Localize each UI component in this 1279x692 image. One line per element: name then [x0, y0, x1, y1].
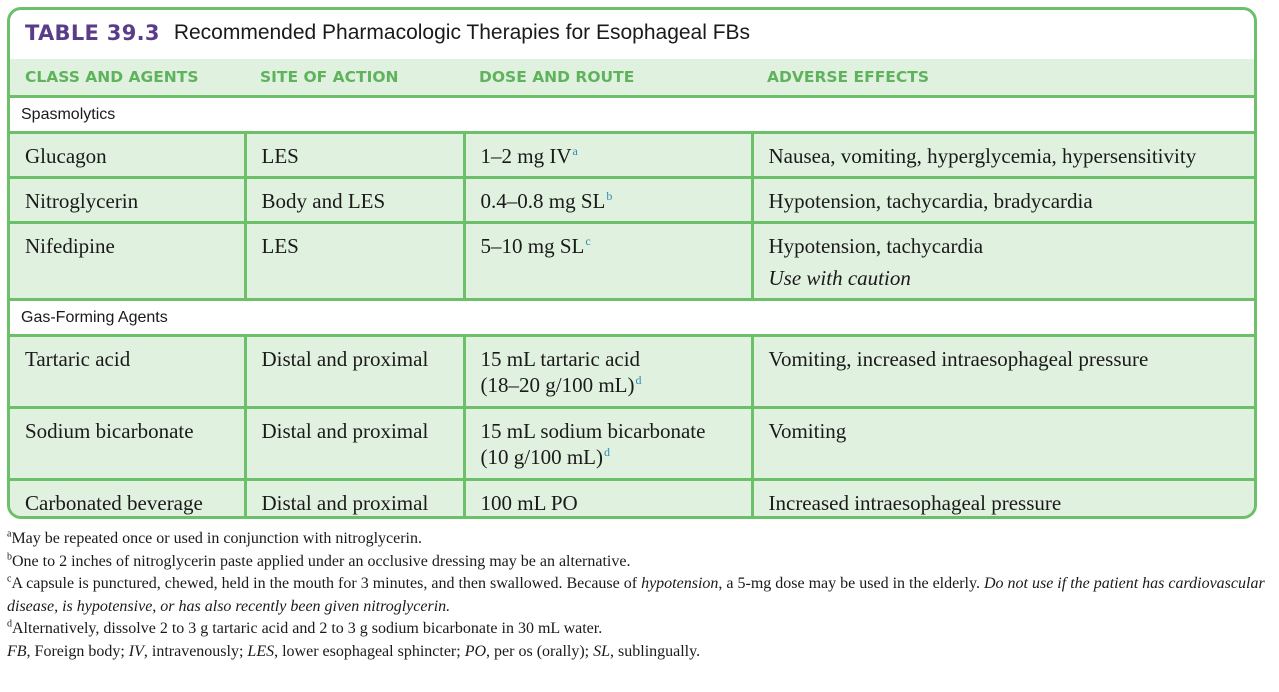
abbrev-def: , lower esophageal sphincter; — [274, 642, 465, 660]
table-row — [10, 408, 1254, 480]
abbrev-term: FB — [7, 642, 27, 660]
agent-cell: Nitroglycerin — [10, 178, 245, 223]
footnote-ref: a — [572, 144, 578, 158]
section-row-spasmolytics — [10, 97, 1254, 133]
abbrev-term: PO — [464, 642, 487, 660]
dose-cell — [464, 223, 752, 300]
dose-cell — [464, 480, 752, 520]
effects-cell: Vomiting, increased intraesophageal pressure — [752, 336, 1254, 408]
agent-cell: Sodium bicarbonate — [10, 408, 245, 480]
footnotes — [7, 528, 1269, 663]
dose-line: (18–20 g/100 mL) — [480, 373, 635, 397]
footnote-ref: b — [606, 189, 613, 203]
table-row — [10, 223, 1254, 300]
abbrev-def: , intravenously; — [143, 642, 248, 660]
site-cell: Distal and proximal — [245, 408, 464, 480]
section-label: Gas-Forming Agents — [10, 300, 1254, 336]
caution-note: Use with caution — [768, 266, 911, 290]
effects-cell: Hypotension, tachycardia, bradycardia — [752, 178, 1254, 223]
dose-line: 15 mL tartaric acid — [480, 347, 641, 371]
site-cell: LES — [245, 223, 464, 300]
dose-cell — [464, 408, 752, 480]
effects-cell: Vomiting — [752, 408, 1254, 480]
dose-line: 15 mL sodium bicarbonate — [480, 419, 706, 443]
abbrev-term: SL — [593, 642, 611, 660]
footnote-text: A capsule is punctured, chewed, held in the mouth for 3 minutes, and then swallowed. Because of — [11, 575, 642, 592]
header-dose-route: DOSE AND ROUTE — [464, 58, 752, 97]
agent-cell: Tartaric acid — [10, 336, 245, 408]
dose-line: 5–10 mg SL — [480, 234, 585, 258]
abbrev-def: , sublingually. — [610, 642, 701, 660]
section-label: Spasmolytics — [10, 97, 1254, 133]
footnote-a — [7, 528, 1269, 551]
footnote-text: May be repeated once or used in conjunction with nitroglycerin. — [11, 530, 422, 547]
effects-cell — [752, 223, 1254, 300]
agent-cell: Glucagon — [10, 133, 245, 178]
section-row-gas-forming — [10, 300, 1254, 336]
site-cell: Distal and proximal — [245, 336, 464, 408]
header-site-of-action: SITE OF ACTION — [245, 58, 464, 97]
dose-line: (10 g/100 mL) — [480, 445, 603, 469]
dose-cell — [464, 178, 752, 223]
footnote-b — [7, 551, 1269, 574]
footnote-mark: c — [7, 573, 12, 585]
footnote-ref: c — [585, 234, 591, 248]
table-title: Recommended Pharmacologic Therapies for Esophageal FBs — [173, 21, 751, 44]
footnote-emphasis: hypotension — [641, 575, 719, 592]
header-adverse-effects: ADVERSE EFFECTS — [752, 58, 1254, 97]
abbrev-term: LES — [247, 642, 275, 660]
footnote-text: , a 5-mg dose may be used in the elderly. — [718, 575, 984, 592]
agent-cell: Nifedipine — [10, 223, 245, 300]
abbreviations — [7, 641, 1269, 664]
table-row — [10, 178, 1254, 223]
site-cell: Body and LES — [245, 178, 464, 223]
therapy-table — [10, 56, 1254, 519]
footnote-ref: d — [603, 445, 610, 459]
effects-cell: Nausea, vomiting, hyperglycemia, hypersensitivity — [752, 133, 1254, 178]
site-cell: Distal and proximal — [245, 480, 464, 520]
footnote-text: Alternatively, dissolve 2 to 3 g tartaric acid and 2 to 3 g sodium bicarbonate in 30 mL water. — [12, 620, 603, 637]
footnote-warning: Do not use if the patient has cardiovascular disease, is hypotensive, or has also recently been given nitroglycerin. — [7, 575, 1265, 615]
abbrev-term: IV — [128, 642, 144, 660]
table-row — [10, 336, 1254, 408]
footnote-text: One to 2 inches of nitroglycerin paste applied under an occlusive dressing may be an alternative. — [12, 552, 631, 570]
footnote-d — [7, 618, 1269, 641]
table-frame — [7, 7, 1257, 519]
footnote-c — [7, 573, 1269, 618]
footnote-mark: b — [7, 551, 12, 563]
table-row — [10, 133, 1254, 178]
table-title-bar — [10, 10, 1254, 56]
abbrev-def: , Foreign body; — [26, 642, 129, 660]
site-cell: LES — [245, 133, 464, 178]
header-class-agents: CLASS AND AGENTS — [10, 58, 245, 97]
table-row — [10, 480, 1254, 520]
footnote-mark: d — [7, 618, 12, 630]
dose-cell — [464, 133, 752, 178]
effects-text: Hypotension, tachycardia — [768, 234, 984, 258]
dose-line: 0.4–0.8 mg SL — [480, 189, 606, 213]
header-row — [10, 58, 1254, 97]
effects-cell: Increased intraesophageal pressure — [752, 480, 1254, 520]
agent-cell: Carbonated beverage — [10, 480, 245, 520]
dose-cell — [464, 336, 752, 408]
dose-line: 1–2 mg IV — [480, 144, 572, 168]
footnote-ref: d — [635, 373, 642, 387]
footnote-mark: a — [7, 528, 12, 540]
dose-line: 100 mL PO — [480, 491, 578, 515]
abbrev-def: , per os (orally); — [486, 642, 594, 660]
table-number: TABLE 39.3 — [25, 21, 160, 45]
